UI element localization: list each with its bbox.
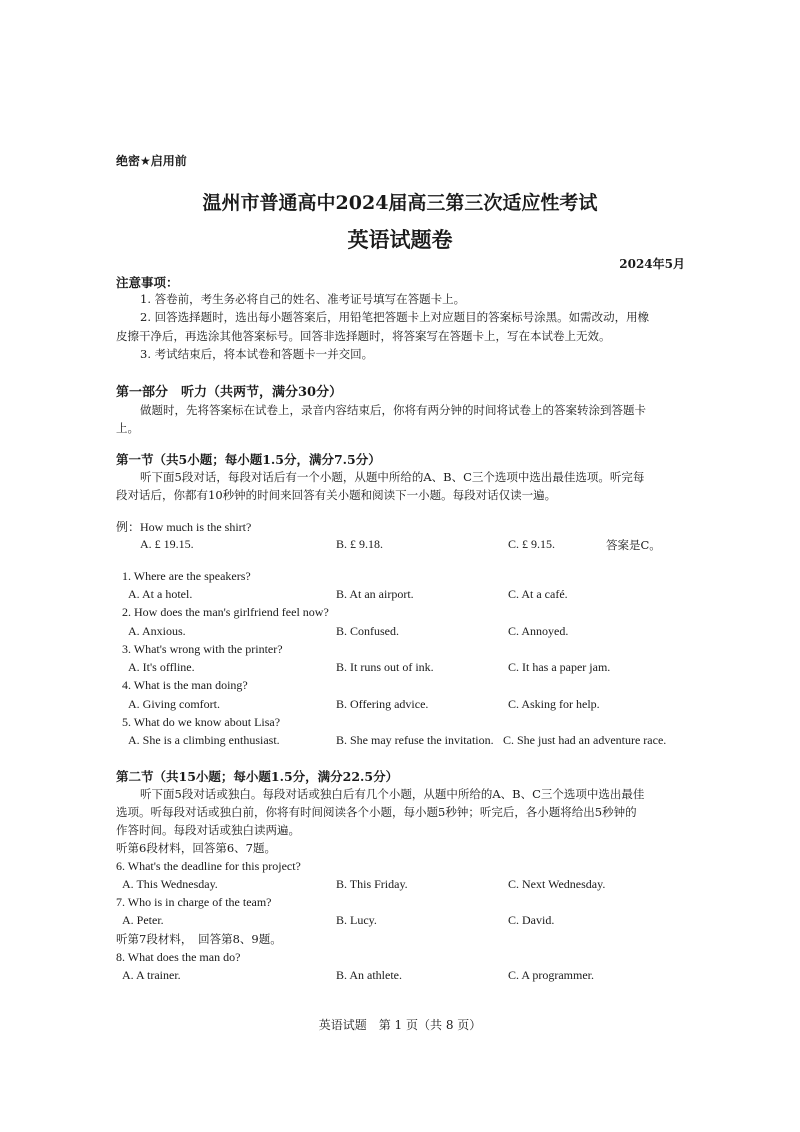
option-6c: C. Next Wednesday. (508, 877, 606, 891)
part1-heading: 第一部分 听力（共两节，满分30分） (116, 385, 343, 400)
option-4a: A. Giving comfort. (128, 697, 220, 711)
question-6: 6. What's the deadline for this project? (116, 859, 301, 873)
section2-intro: 作答时间。每段对话或独白读两遍。 (116, 823, 300, 837)
question-2: 2. How does the man's girlfriend feel now? (122, 605, 329, 619)
note-item: 3. 考试结束后，将本试卷和答题卡一并交回。 (140, 347, 374, 361)
part1-intro: 做题时，先将答案标在试卷上，录音内容结束后，你将有两分钟的时间将试卷上的答案转涂到答题卡 (140, 403, 646, 417)
section1-intro: 听下面5段对话，每段对话后有一个小题，从题中所给的A、B、C三个选项中选出最佳选项。听完每 (140, 470, 645, 484)
example-option-c: C. £ 9.15. (508, 537, 556, 551)
option-5a: A. She is a climbing enthusiast. (128, 733, 280, 747)
option-5b: B. She may refuse the invitation. (336, 733, 494, 747)
option-6a: A. This Wednesday. (122, 877, 218, 891)
part1-intro: 上。 (116, 421, 139, 435)
option-2b: B. Confused. (336, 624, 399, 638)
note-item: 皮擦干净后，再选涂其他答案标号。回答非选择题时，将答案写在答题卡上，写在本试卷上无效。 (116, 329, 611, 343)
option-6b: B. This Friday. (336, 877, 408, 891)
option-1a: A. At a hotel. (128, 587, 193, 601)
option-4c: C. Asking for help. (508, 697, 600, 711)
option-2c: C. Annoyed. (508, 624, 569, 638)
section1-intro: 段对话后，你都有10秒钟的时间来回答有关小题和阅读下一小题。每段对话仅读一遍。 (116, 488, 557, 502)
option-7b: B. Lucy. (336, 913, 377, 927)
example-answer: 答案是C。 (606, 538, 661, 552)
note-item: 2. 回答选择题时，选出每小题答案后，用铅笔把答题卡上对应题目的答案标号涂黑。如需改动，用橡 (140, 310, 650, 324)
exam-date: 2024年5月 (619, 257, 685, 271)
option-5c: C. She just had an adventure race. (503, 733, 667, 747)
notes-heading: 注意事项： (116, 275, 179, 290)
example-option-b: B. £ 9.18. (336, 537, 384, 551)
option-4b: B. Offering advice. (336, 697, 429, 711)
note-item: 1. 答卷前，考生务必将自己的姓名、准考证号填写在答题卡上。 (140, 292, 466, 306)
example-question: 例：How much is the shirt? (116, 520, 252, 534)
option-3c: C. It has a paper jam. (508, 660, 611, 674)
section2-intro: 选项。听每段对话或独白前，你将有时间阅读各个小题，每小题5秒钟；听完后，各小题将给出5秒钟的 (116, 805, 637, 819)
option-1c: C. At a café. (508, 587, 568, 601)
option-7a: A. Peter. (122, 913, 164, 927)
exam-subtitle: 英语试题卷 (347, 227, 453, 252)
question-7: 7. Who is in charge of the team? (116, 895, 272, 909)
option-2a: A. Anxious. (128, 624, 186, 638)
question-3: 3. What's wrong with the printer? (122, 642, 283, 656)
option-7c: C. David. (508, 913, 555, 927)
question-8: 8. What does the man do? (116, 950, 241, 964)
confidential-label: 绝密★启用前 (116, 154, 187, 168)
question-4: 4. What is the man doing? (122, 678, 248, 692)
option-3b: B. It runs out of ink. (336, 660, 434, 674)
option-8a: A. A trainer. (122, 968, 181, 982)
exam-title: 温州市普通高中2024届高三第三次适应性考试 (202, 192, 598, 214)
question-5: 5. What do we know about Lisa? (122, 715, 281, 729)
option-1b: B. At an airport. (336, 587, 414, 601)
option-8b: B. An athlete. (336, 968, 402, 982)
material-label: 听第7段材料， 回答第8、9题。 (116, 932, 282, 946)
question-1: 1. Where are the speakers? (122, 569, 251, 583)
example-option-a: A. £ 19.15. (140, 537, 194, 551)
option-3a: A. It's offline. (128, 660, 195, 674)
material-label: 听第6段材料，回答第6、7题。 (116, 841, 276, 855)
option-8c: C. A programmer. (508, 968, 594, 982)
section1-heading: 第一节（共5小题；每小题1.5分，满分7.5分） (116, 452, 381, 467)
section2-heading: 第二节（共15小题；每小题1.5分，满分22.5分） (116, 769, 399, 784)
section2-intro: 听下面5段对话或独白。每段对话或独白后有几个小题，从题中所给的A、B、C三个选项中选出最佳 (140, 787, 645, 801)
page-footer: 英语试题 第 1 页（共 8 页） (318, 1018, 482, 1032)
